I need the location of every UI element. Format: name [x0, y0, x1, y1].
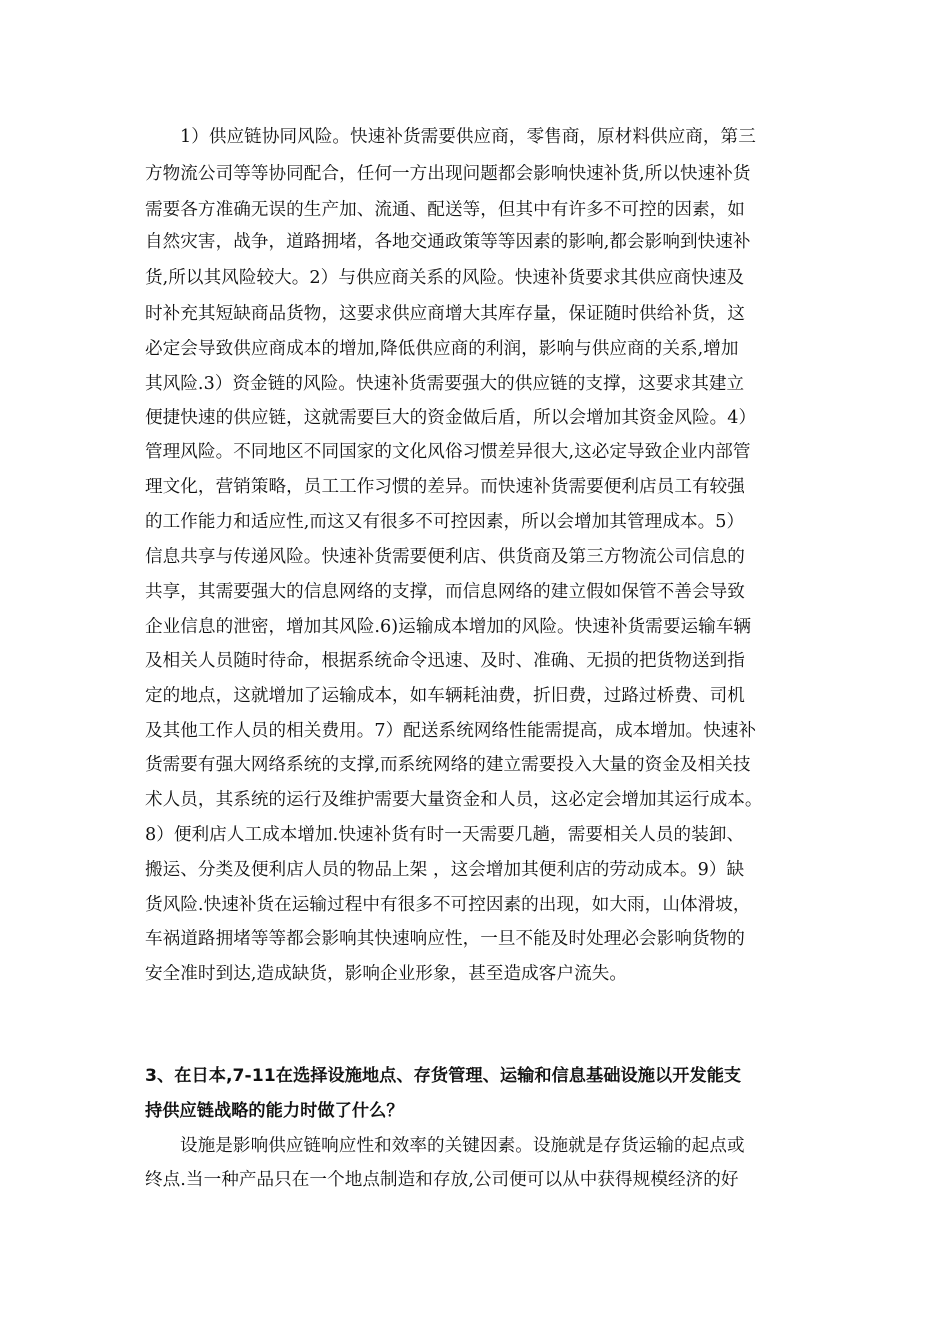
- paragraph-line: 及其他工作人员的相关费用。7）配送系统网络性能需提高，成本增加。快速补: [145, 721, 757, 741]
- paragraph-line: 共享，其需要强大的信息网络的支撑，而信息网络的建立假如保管不善会导致: [145, 582, 745, 602]
- paragraph-line: 货风险.快速补货在运输过程中有很多不可控因素的出现，如大雨，山体滑坡，: [145, 895, 751, 915]
- paragraph-line: 理文化，营销策略，员工工作习惯的差异。而快速补货需要便利店员工有较强: [145, 477, 745, 497]
- paragraph-line: 8）便利店人工成本增加.快速补货有时一天需要几趟，需要相关人员的装卸、: [145, 825, 745, 845]
- paragraph-line: 终点.当一种产品只在一个地点制造和存放,公司便可以从中获得规模经济的好: [145, 1170, 739, 1190]
- paragraph-line: 方物流公司等等协同配合，任何一方出现问题都会影响快速补货,所以快速补货: [145, 164, 751, 184]
- paragraph-line: 自然灾害，战争，道路拥堵，各地交通政策等等因素的影响,都会影响到快速补: [145, 232, 751, 252]
- paragraph-line: 1）供应链协同风险。快速补货需要供应商，零售商，原材料供应商，第三: [180, 127, 756, 147]
- paragraph-line: 时补充其短缺商品货物，这要求供应商增大其库存量，保证随时供给补货，这: [145, 304, 745, 324]
- paragraph-line: 搬运、分类及便利店人员的物品上架 ，这会增加其便利店的劳动成本。9）缺: [145, 860, 745, 880]
- paragraph-line: 的工作能力和适应性,而这又有很多不可控因素，所以会增加其管理成本。5）: [145, 512, 745, 532]
- paragraph-line: 安全准时到达,造成缺货，影响企业形象，甚至造成客户流失。: [145, 964, 628, 984]
- paragraph-line: 车祸道路拥堵等等都会影响其快速响应性，一旦不能及时处理必会影响货物的: [145, 929, 745, 949]
- paragraph-line: 货需要有强大网络系统的支撑,而系统网络的建立需要投入大量的资金及相关技: [145, 755, 751, 775]
- paragraph-line: 管理风险。不同地区不同国家的文化风俗习惯差异很大,这必定导致企业内部管: [145, 442, 751, 462]
- paragraph-line: 术人员，其系统的运行及维护需要大量资金和人员，这必定会增加其运行成本。: [145, 790, 763, 810]
- paragraph-line: 货,所以其风险较大。2）与供应商关系的风险。快速补货要求其供应商快速及: [145, 268, 745, 288]
- section-heading: 持供应链战略的能力时做了什么？: [145, 1101, 404, 1121]
- paragraph-line: 便捷快速的供应链，这就需要巨大的资金做后盾，所以会增加其资金风险。4）: [145, 408, 757, 428]
- paragraph-line: 需要各方准确无误的生产加、流通、配送等，但其中有许多不可控的因素，如: [145, 200, 745, 220]
- section-heading: 3、在日本,7-11在选择设施地点、存货管理、运输和信息基础设施以开发能支: [145, 1066, 742, 1086]
- paragraph-line: 定的地点，这就增加了运输成本，如车辆耗油费，折旧费，过路过桥费、司机: [145, 686, 745, 706]
- paragraph-line: 必定会导致供应商成本的增加,降低供应商的利润，影响与供应商的关系,增加: [145, 339, 739, 359]
- paragraph-line: 及相关人员随时待命，根据系统命令迅速、及时、准确、无损的把货物送到指: [145, 651, 745, 671]
- paragraph-line: 企业信息的泄密，增加其风险.6)运输成本增加的风险。快速补货需要运输车辆: [145, 617, 752, 637]
- paragraph-line: 设施是影响供应链响应性和效率的关键因素。设施就是存货运输的起点或: [180, 1136, 745, 1156]
- paragraph-line: 信息共享与传递风险。快速补货需要便利店、供货商及第三方物流公司信息的: [145, 547, 745, 567]
- paragraph-line: 其风险.3）资金链的风险。快速补货需要强大的供应链的支撑，这要求其建立: [145, 374, 745, 394]
